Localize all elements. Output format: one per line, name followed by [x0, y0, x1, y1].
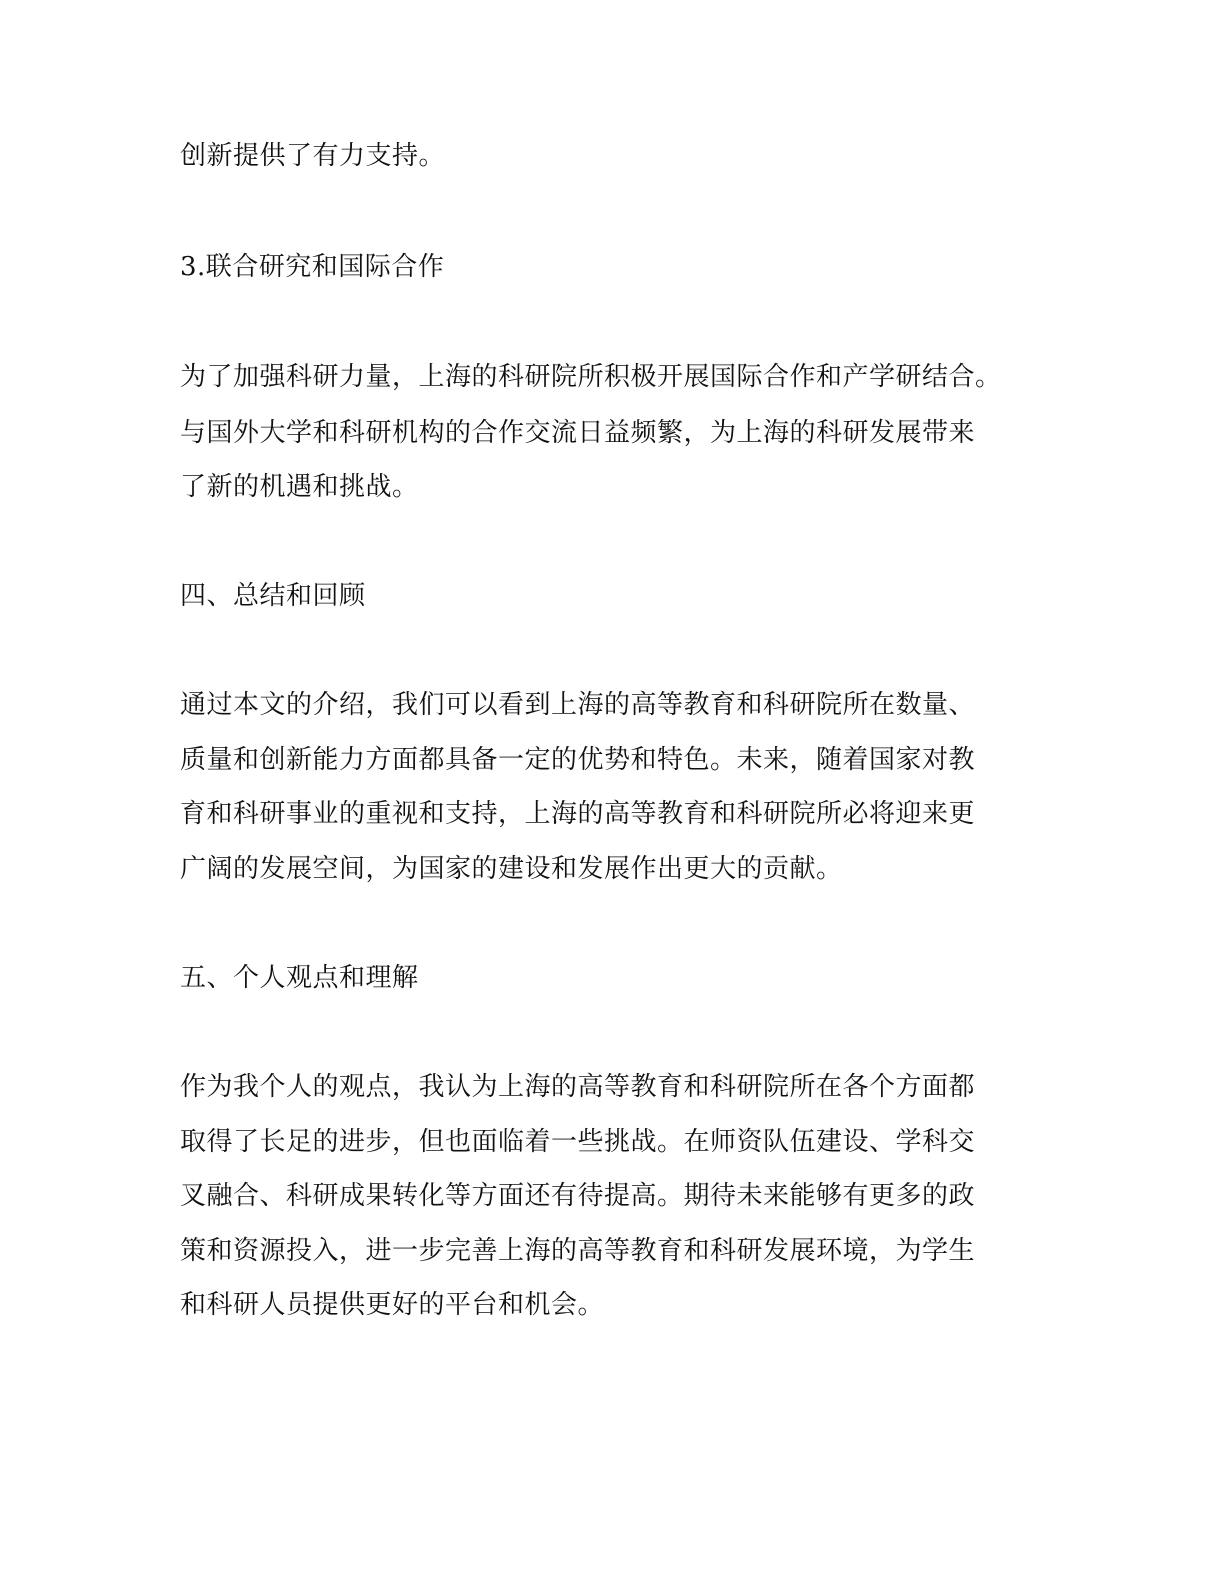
paragraph-line: 取得了长足的进步，但也面临着一些挑战。在师资队伍建设、学科交 — [180, 1127, 976, 1157]
paragraph-line: 广阔的发展空间，为国家的建设和发展作出更大的贡献。 — [180, 854, 843, 884]
section-heading: 五、个人观点和理解 — [180, 963, 419, 993]
section-heading: 四、总结和回顾 — [180, 581, 366, 611]
paragraph-line: 与国外大学和科研机构的合作交流日益频繁，为上海的科研发展带来 — [180, 418, 976, 448]
paragraph-line: 质量和创新能力方面都具备一定的优势和特色。未来，随着国家对教 — [180, 745, 976, 775]
paragraph-line: 和科研人员提供更好的平台和机会。 — [180, 1290, 605, 1320]
paragraph-line: 为了加强科研力量，上海的科研院所积极开展国际合作和产学研结合。 — [180, 362, 1002, 392]
paragraph-line: 育和科研事业的重视和支持，上海的高等教育和科研院所必将迎来更 — [180, 799, 976, 829]
paragraph-line: 作为我个人的观点，我认为上海的高等教育和科研院所在各个方面都 — [180, 1072, 976, 1102]
paragraph-line: 通过本文的介绍，我们可以看到上海的高等教育和科研院所在数量、 — [180, 690, 976, 720]
section-heading: 3.联合研究和国际合作 — [180, 252, 445, 282]
paragraph-line: 叉融合、科研成果转化等方面还有待提高。期待未来能够有更多的政 — [180, 1181, 976, 1211]
paragraph-line: 创新提供了有力支持。 — [180, 141, 446, 171]
paragraph-line: 了新的机遇和挑战。 — [180, 472, 419, 502]
paragraph-line: 策和资源投入，进一步完善上海的高等教育和科研发展环境，为学生 — [180, 1236, 976, 1266]
